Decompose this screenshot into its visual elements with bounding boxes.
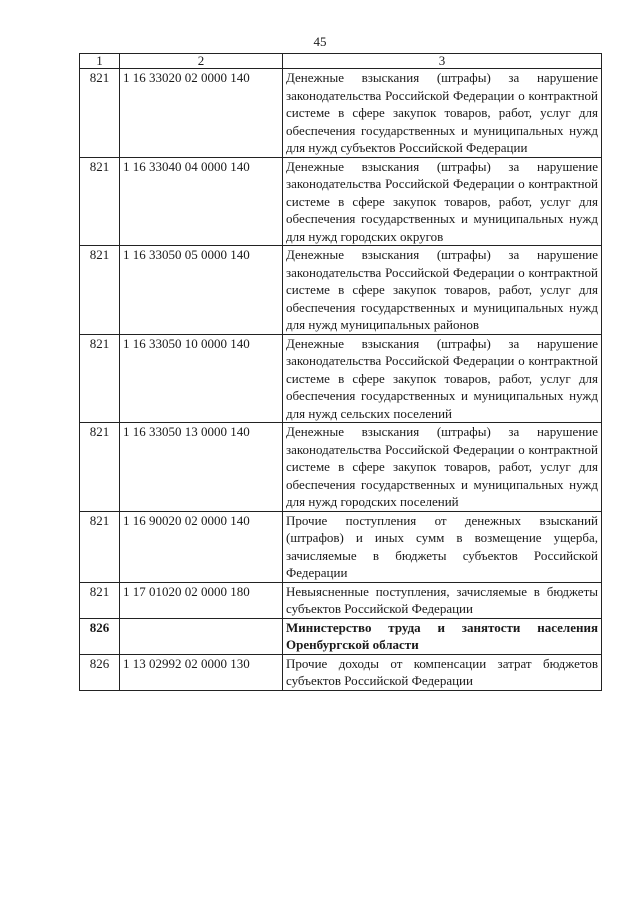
- table-row: [80, 423, 602, 512]
- revenue-name-cell: Денежные взыскания (штрафы) за нарушение законодательства Российской Федерации о контрактной системе в сфере закупок товаров, работ, услуг для обеспечения государственных и муниципальных нужд для нужд сельских поселений: [283, 334, 602, 423]
- admin-code-cell: 821: [80, 69, 120, 158]
- column-number: 1: [80, 54, 120, 69]
- revenue-code-cell: 1 16 90020 02 0000 140: [120, 511, 283, 582]
- table-row: [80, 582, 602, 618]
- revenue-code-cell: 1 16 33020 02 0000 140: [120, 69, 283, 158]
- revenue-name-cell: Денежные взыскания (штрафы) за нарушение законодательства Российской Федерации о контрактной системе в сфере закупок товаров, работ, услуг для обеспечения государственных и муниципальных нужд для нужд муниципальных районов: [283, 246, 602, 335]
- column-number-row: [80, 54, 602, 69]
- revenue-code-cell: 1 16 33050 05 0000 140: [120, 246, 283, 335]
- admin-code-cell: 821: [80, 334, 120, 423]
- table-row: [80, 69, 602, 158]
- revenue-name-cell: Денежные взыскания (штрафы) за нарушение законодательства Российской Федерации о контрактной системе в сфере закупок товаров, работ, услуг для обеспечения государственных и муниципальных нужд для нужд городских округов: [283, 157, 602, 246]
- revenue-name-cell: Денежные взыскания (штрафы) за нарушение законодательства Российской Федерации о контрактной системе в сфере закупок товаров, работ, услуг для обеспечения государственных и муниципальных нужд для нужд субъектов Российской Федерации: [283, 69, 602, 158]
- revenue-code-cell: 1 16 33050 13 0000 140: [120, 423, 283, 512]
- admin-code-cell: 821: [80, 157, 120, 246]
- admin-code-cell: 821: [80, 423, 120, 512]
- table-row-ministry-header: [80, 618, 602, 654]
- revenue-code-cell: 1 16 33050 10 0000 140: [120, 334, 283, 423]
- column-number: 2: [120, 54, 283, 69]
- revenue-code-cell: 1 17 01020 02 0000 180: [120, 582, 283, 618]
- table-row: [80, 246, 602, 335]
- admin-code-cell: 821: [80, 582, 120, 618]
- page-number: 45: [313, 34, 327, 49]
- revenue-name-cell: Министерство труда и занятости населения Оренбургской области: [283, 618, 602, 654]
- admin-code-cell: 826: [80, 618, 120, 654]
- table-row: [80, 334, 602, 423]
- column-number: 3: [283, 54, 602, 69]
- revenue-code-cell: 1 16 33040 04 0000 140: [120, 157, 283, 246]
- table-row: [80, 511, 602, 582]
- table-row: [80, 157, 602, 246]
- revenue-name-cell: Прочие доходы от компенсации затрат бюджетов субъектов Российской Федерации: [283, 654, 602, 690]
- admin-code-cell: 821: [80, 246, 120, 335]
- revenue-name-cell: Денежные взыскания (штрафы) за нарушение законодательства Российской Федерации о контрактной системе в сфере закупок товаров, работ, услуг для обеспечения государственных и муниципальных нужд для нужд городских поселений: [283, 423, 602, 512]
- admin-code-cell: 821: [80, 511, 120, 582]
- revenue-code-cell: 1 13 02992 02 0000 130: [120, 654, 283, 690]
- revenue-codes-table: [79, 53, 602, 691]
- table-row: [80, 654, 602, 690]
- revenue-name-cell: Невыясненные поступления, зачисляемые в бюджеты субъектов Российской Федерации: [283, 582, 602, 618]
- revenue-name-cell: Прочие поступления от денежных взысканий (штрафов) и иных сумм в возмещение ущерба, зачисляемые в бюджеты субъектов Российской Федерации: [283, 511, 602, 582]
- admin-code-cell: 826: [80, 654, 120, 690]
- revenue-code-cell: [120, 618, 283, 654]
